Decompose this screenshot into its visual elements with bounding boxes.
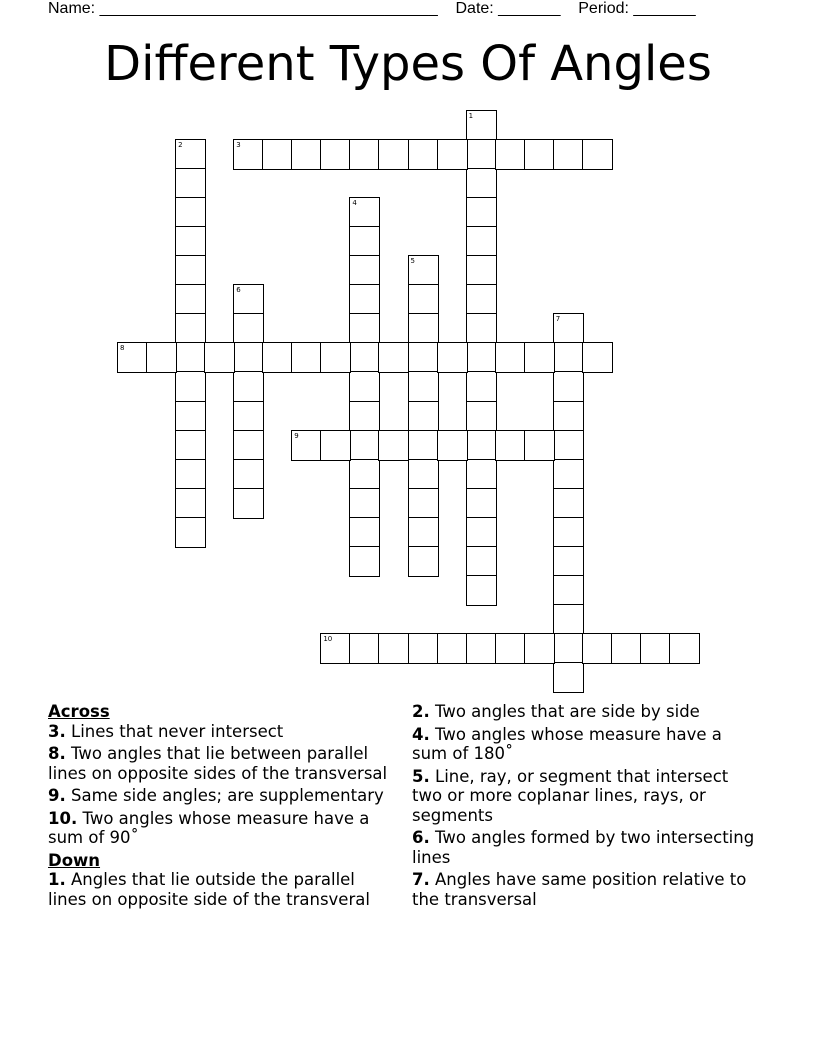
crossword-cell[interactable] <box>349 197 380 228</box>
crossword-cell[interactable] <box>233 459 264 490</box>
crossword-cell[interactable] <box>495 342 526 373</box>
crossword-cell[interactable] <box>466 168 497 199</box>
student-info-line: Name: ______________________________________ Date: _______ Period: _______ <box>48 0 696 17</box>
crossword-cell[interactable] <box>320 342 351 373</box>
crossword-cell[interactable] <box>553 139 584 170</box>
crossword-cell[interactable] <box>466 546 497 577</box>
clues-left-column <box>48 702 398 912</box>
clue-item <box>412 767 762 826</box>
crossword-cell[interactable] <box>349 517 380 548</box>
crossword-cell[interactable] <box>553 575 584 606</box>
crossword-cell[interactable] <box>233 139 264 170</box>
clue-item-text: Two angles formed by two intersecting lines <box>412 828 755 867</box>
crossword-cell[interactable] <box>349 284 380 315</box>
clue-item-text: Two angles that lie between parallel lines on opposite sides of the transversal <box>48 744 388 783</box>
crossword-cell[interactable] <box>524 633 555 664</box>
crossword-cell[interactable] <box>349 139 380 170</box>
crossword-cell[interactable] <box>291 139 322 170</box>
crossword-cell[interactable] <box>553 313 584 344</box>
crossword-cell[interactable] <box>349 342 380 373</box>
clue-number: 8 <box>120 344 125 353</box>
clues-right-column <box>412 702 762 912</box>
crossword-cell[interactable] <box>408 313 439 344</box>
crossword-cell[interactable] <box>175 342 206 373</box>
crossword-cell[interactable] <box>524 139 555 170</box>
crossword-cell[interactable] <box>349 255 380 286</box>
crossword-cell[interactable] <box>175 255 206 286</box>
crossword-cell[interactable] <box>408 546 439 577</box>
clue-item-number: 1. <box>48 870 66 889</box>
crossword-cell[interactable] <box>553 662 584 693</box>
crossword-cell[interactable] <box>437 633 468 664</box>
crossword-cell[interactable] <box>175 168 206 199</box>
crossword-cell[interactable] <box>378 342 409 373</box>
crossword-cell[interactable] <box>349 459 380 490</box>
down-heading: Down <box>48 850 101 870</box>
clue-number: 2 <box>178 141 183 150</box>
crossword-cell[interactable] <box>553 488 584 519</box>
crossword-cell[interactable] <box>553 546 584 577</box>
crossword-cell[interactable] <box>175 401 206 432</box>
crossword-cell[interactable] <box>349 226 380 257</box>
crossword-cell[interactable] <box>175 488 206 519</box>
crossword-cell[interactable] <box>466 488 497 519</box>
crossword-cell[interactable] <box>349 633 380 664</box>
clue-item <box>48 722 398 742</box>
crossword-cell[interactable] <box>175 313 206 344</box>
crossword-cell[interactable] <box>175 284 206 315</box>
clue-item-number: 10. <box>48 808 78 828</box>
crossword-cell[interactable] <box>349 546 380 577</box>
crossword-cell[interactable] <box>378 633 409 664</box>
crossword-cell[interactable] <box>495 430 526 461</box>
clue-item-text: Same side angles; are supplementary <box>65 786 384 805</box>
crossword-cell[interactable] <box>204 342 235 373</box>
clue-item-number: 3. <box>48 721 66 741</box>
crossword-cell[interactable] <box>466 371 497 402</box>
crossword-cell[interactable] <box>320 430 351 461</box>
crossword-cell[interactable] <box>175 226 206 257</box>
crossword-cell[interactable] <box>495 139 526 170</box>
clue-number: 5 <box>410 257 415 266</box>
clue-item-number: 7. <box>412 870 430 889</box>
crossword-cell[interactable] <box>553 401 584 432</box>
crossword-cell[interactable] <box>175 197 206 228</box>
crossword-cell[interactable] <box>437 430 468 461</box>
clue-item-number: 2. <box>412 702 430 721</box>
across-clue-list <box>48 722 398 848</box>
clue-number: 4 <box>352 199 357 208</box>
clue-item-text: Two angles that are side by side <box>429 702 700 721</box>
clue-item <box>412 702 762 722</box>
crossword-cell[interactable] <box>175 430 206 461</box>
down-clue-list-left <box>48 870 398 909</box>
crossword-cell[interactable] <box>408 430 439 461</box>
crossword-cell[interactable] <box>408 633 439 664</box>
crossword-cell[interactable] <box>466 284 497 315</box>
down-clue-list-right <box>412 702 762 909</box>
crossword-cell[interactable] <box>524 342 555 373</box>
crossword-cell[interactable] <box>175 459 206 490</box>
crossword-cell[interactable] <box>291 342 322 373</box>
clue-item <box>48 786 398 806</box>
crossword-cell[interactable] <box>408 517 439 548</box>
clue-item <box>412 828 762 867</box>
clue-item-number: 9. <box>48 786 66 805</box>
clue-item <box>48 744 398 783</box>
clue-item-text: Two angles whose measure have a sum of 180˚ <box>412 724 722 763</box>
clue-number: 1 <box>468 112 474 120</box>
crossword-cell[interactable] <box>466 401 497 432</box>
clue-item-number: 4. <box>412 724 430 744</box>
crossword-cell[interactable] <box>175 371 206 402</box>
crossword-cell[interactable] <box>233 401 264 432</box>
crossword-cell[interactable] <box>466 226 497 257</box>
crossword-cell[interactable] <box>233 430 264 461</box>
crossword-cell[interactable] <box>349 430 380 461</box>
crossword-cell[interactable] <box>640 633 671 664</box>
crossword-cell[interactable] <box>233 488 264 519</box>
crossword-cell[interactable] <box>349 488 380 519</box>
crossword-cell[interactable] <box>408 401 439 432</box>
crossword-cell[interactable] <box>466 459 497 490</box>
crossword-cell[interactable] <box>349 371 380 402</box>
crossword-cell[interactable] <box>291 430 322 461</box>
clue-item-text: Two angles whose measure have a sum of 90˚ <box>48 808 370 847</box>
crossword-cell[interactable] <box>582 139 613 170</box>
crossword-cell[interactable] <box>553 371 584 402</box>
crossword-cell[interactable] <box>408 342 439 373</box>
crossword-cell[interactable] <box>146 342 177 373</box>
clue-item-text: Lines that never intersect <box>65 721 284 741</box>
crossword-cell[interactable] <box>495 633 526 664</box>
crossword-cell[interactable] <box>233 313 264 344</box>
crossword-cell[interactable] <box>669 633 700 664</box>
crossword-cell[interactable] <box>378 139 409 170</box>
crossword-cell[interactable] <box>117 342 148 373</box>
clue-number: 3 <box>236 141 241 150</box>
crossword-cell[interactable] <box>466 139 497 170</box>
crossword-cell[interactable] <box>553 430 584 461</box>
crossword-cell[interactable] <box>466 255 497 286</box>
crossword-cell[interactable] <box>582 342 613 373</box>
crossword-cell[interactable] <box>233 371 264 402</box>
crossword-cell[interactable] <box>175 517 206 548</box>
crossword-cell[interactable] <box>466 575 497 606</box>
crossword-cell[interactable] <box>553 342 584 373</box>
clue-item-number: 6. <box>412 828 430 847</box>
crossword-cell[interactable] <box>320 633 351 664</box>
crossword-cell[interactable] <box>466 342 497 373</box>
clue-item <box>48 870 398 909</box>
crossword-cell[interactable] <box>349 401 380 432</box>
crossword-cell[interactable] <box>582 633 613 664</box>
crossword-cell[interactable] <box>262 139 293 170</box>
crossword-cell[interactable] <box>233 284 264 315</box>
clue-number: 10 <box>323 634 333 643</box>
clue-item <box>412 725 762 764</box>
crossword-cell[interactable] <box>466 517 497 548</box>
crossword-cell[interactable] <box>408 139 439 170</box>
crossword-cell[interactable] <box>466 197 497 228</box>
crossword-cell[interactable] <box>553 459 584 490</box>
crossword-cell[interactable] <box>466 313 497 344</box>
crossword-cell[interactable] <box>466 430 497 461</box>
crossword-cell[interactable] <box>378 430 409 461</box>
crossword-cell[interactable] <box>611 633 642 664</box>
crossword-cell[interactable] <box>553 633 584 664</box>
clue-item-text: Angles that lie outside the parallel lines on opposite side of the transveral <box>48 870 370 909</box>
crossword-cell[interactable] <box>233 342 264 373</box>
page-title: Different Types Of Angles <box>104 36 712 92</box>
crossword-cell[interactable] <box>175 139 206 170</box>
across-heading: Across <box>48 702 110 721</box>
crossword-cell[interactable] <box>408 459 439 490</box>
crossword-cell[interactable] <box>320 139 351 170</box>
crossword-cell[interactable] <box>466 110 497 141</box>
clue-item <box>412 870 762 909</box>
clue-number: 6 <box>236 286 241 295</box>
crossword-cell[interactable] <box>349 313 380 344</box>
crossword-cell[interactable] <box>553 517 584 548</box>
clue-item-number: 8. <box>48 744 66 763</box>
crossword-cell[interactable] <box>524 430 555 461</box>
crossword-cell[interactable] <box>553 604 584 635</box>
crossword-cell[interactable] <box>408 255 439 286</box>
crossword-cell[interactable] <box>466 633 497 664</box>
crossword-cell[interactable] <box>408 488 439 519</box>
crossword-cell[interactable] <box>437 139 468 170</box>
clue-item-text: Line, ray, or segment that intersect two or more coplanar lines, rays, or segments <box>412 766 729 825</box>
crossword-cell[interactable] <box>408 371 439 402</box>
clue-item-number: 5. <box>412 766 430 786</box>
clue-item-text: Angles have same position relative to the transversal <box>412 870 747 909</box>
crossword-cell[interactable] <box>262 342 293 373</box>
clue-item <box>48 809 398 848</box>
clue-number: 9 <box>294 431 299 440</box>
clue-number: 7 <box>555 315 561 324</box>
crossword-cell[interactable] <box>408 284 439 315</box>
crossword-cell[interactable] <box>437 342 468 373</box>
